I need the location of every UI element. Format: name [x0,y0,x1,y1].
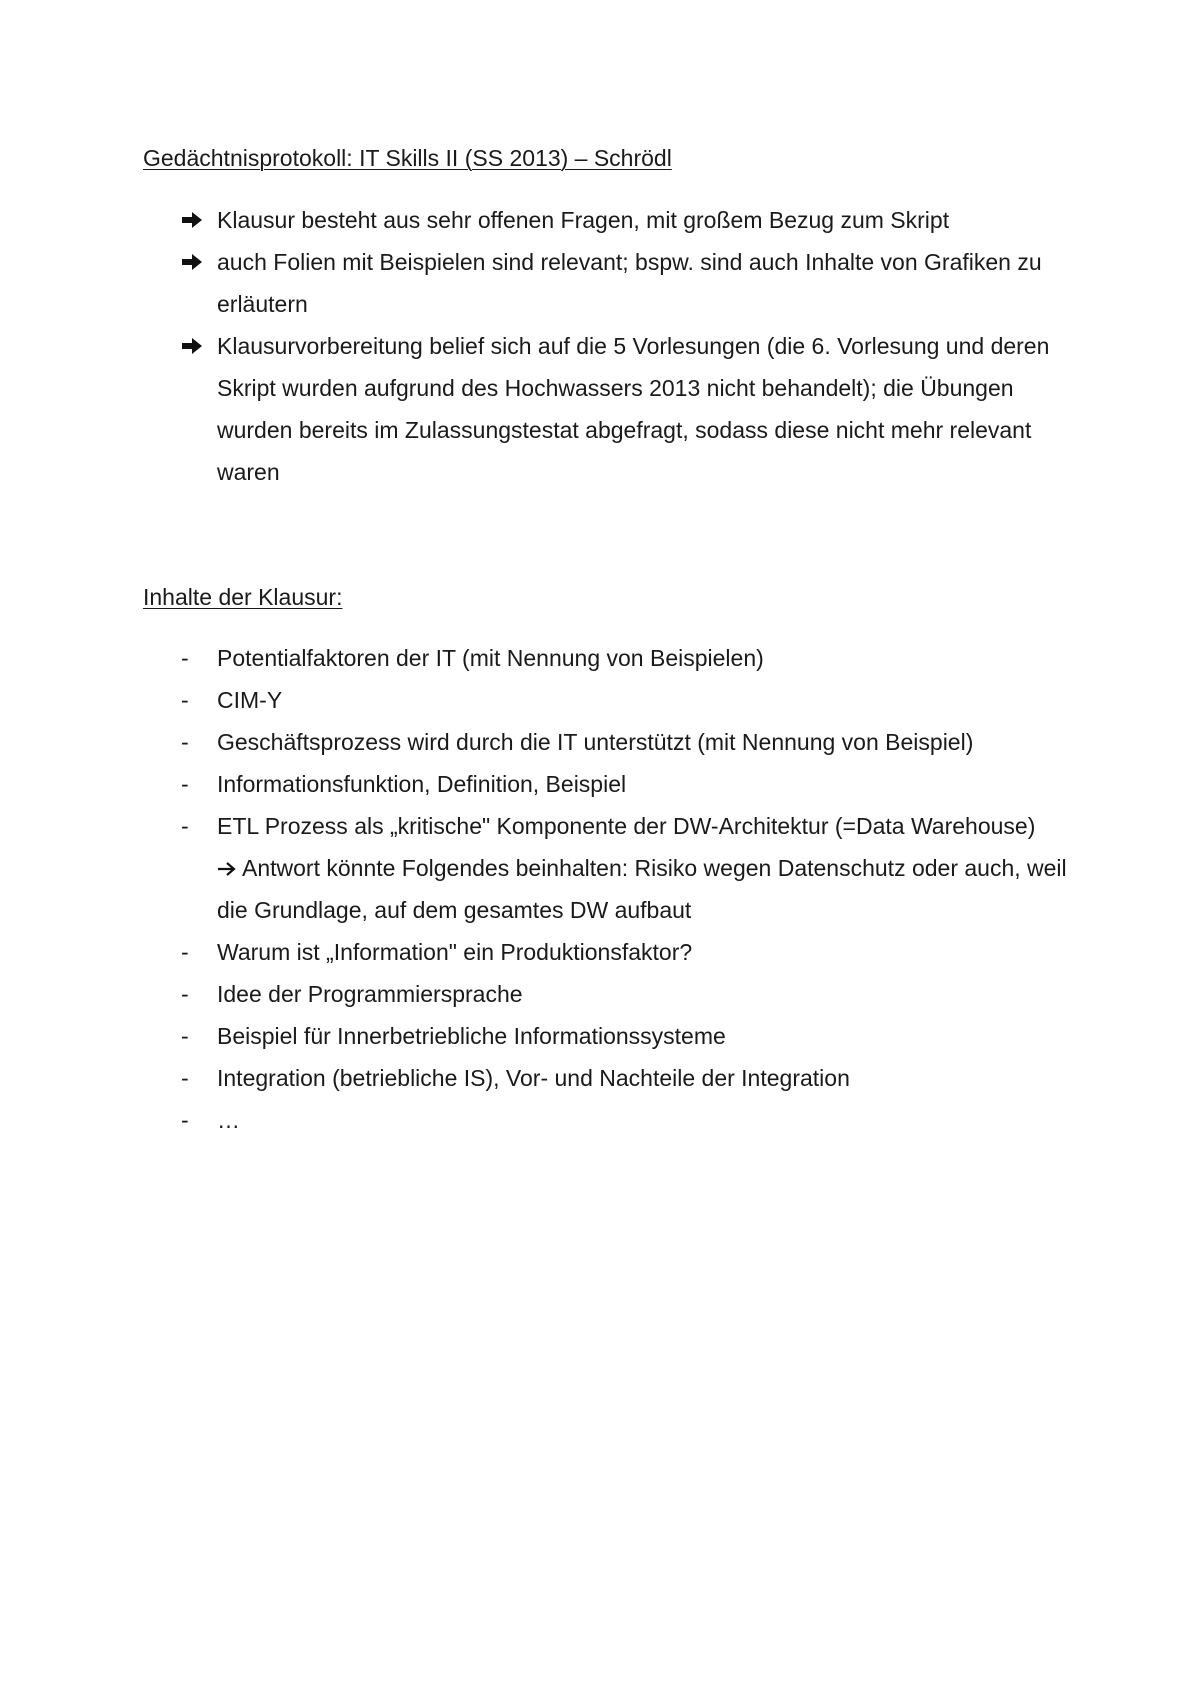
intro-list [143,199,1093,493]
arrow-right-icon [181,253,203,271]
topic-item-text: ETL Prozess als „kritische" Komponente der DW-Architektur (=Data Warehouse) [217,813,1036,839]
topic-item [143,1099,1093,1141]
intro-item-text: Klausurvorbereitung belief sich auf die 5 Vorlesungen (die 6. Vorlesung und deren Skript wurden aufgrund des Hochwassers 2013 nicht behandelt); die Übungen wurden bereits im Zulassungstestat abgefragt, sodass diese nicht mehr relevant waren [217,333,1050,485]
topic-item [143,973,1093,1015]
dash-bullet: - [181,1107,189,1133]
dash-bullet: - [181,813,189,839]
arrow-right-icon [181,211,203,229]
topics-heading: Inhalte der Klausur: [143,584,343,610]
intro-item [143,199,1093,241]
dash-bullet: - [181,939,189,965]
topic-item-text: Warum ist „Information" ein Produktionsfaktor? [217,939,693,965]
intro-item-text: Klausur besteht aus sehr offenen Fragen, mit großem Bezug zum Skript [217,207,950,233]
topic-item-text: Potentialfaktoren der IT (mit Nennung von Beispielen) [217,645,764,671]
dash-bullet: - [181,1023,189,1049]
dash-bullet: - [181,645,189,671]
topic-item [143,721,1093,763]
topic-item [143,805,1093,931]
topic-item-text: Integration (betriebliche IS), Vor- und Nachteile der Integration [217,1065,850,1091]
topic-item [143,931,1093,973]
intro-item-text: auch Folien mit Beispielen sind relevant; bspw. sind auch Inhalte von Grafiken zu erläutern [217,249,1042,317]
topic-item [143,1015,1093,1057]
dash-bullet: - [181,729,189,755]
arrow-right-icon [217,861,236,877]
document-title: Gedächtnisprotokoll: IT Skills II (SS 2013) – Schrödl [143,145,672,171]
topic-item-text: CIM-Y [217,687,283,713]
dash-bullet: - [181,687,189,713]
topic-item-text: Idee der Programmiersprache [217,981,523,1007]
topic-item [143,763,1093,805]
topic-item [143,1057,1093,1099]
topic-sub-note [217,847,1093,931]
topic-item-text: Beispiel für Innerbetriebliche Informationssysteme [217,1023,726,1049]
topic-sub-note-text: Antwort könnte Folgendes beinhalten: Risiko wegen Datenschutz oder auch, weil die Grundlage, auf dem gesamtes DW aufbaut [217,855,1067,923]
arrow-right-icon [181,337,203,355]
dash-bullet: - [181,771,189,797]
topic-item-text: Informationsfunktion, Definition, Beispiel [217,771,627,797]
topic-item-text: Geschäftsprozess wird durch die IT unterstützt (mit Nennung von Beispiel) [217,729,974,755]
topic-item [143,637,1093,679]
topic-item-text: … [217,1107,240,1133]
topic-item [143,679,1093,721]
topics-list [143,637,1093,1141]
intro-item [143,325,1093,493]
intro-item [143,241,1093,325]
dash-bullet: - [181,981,189,1007]
dash-bullet: - [181,1065,189,1091]
